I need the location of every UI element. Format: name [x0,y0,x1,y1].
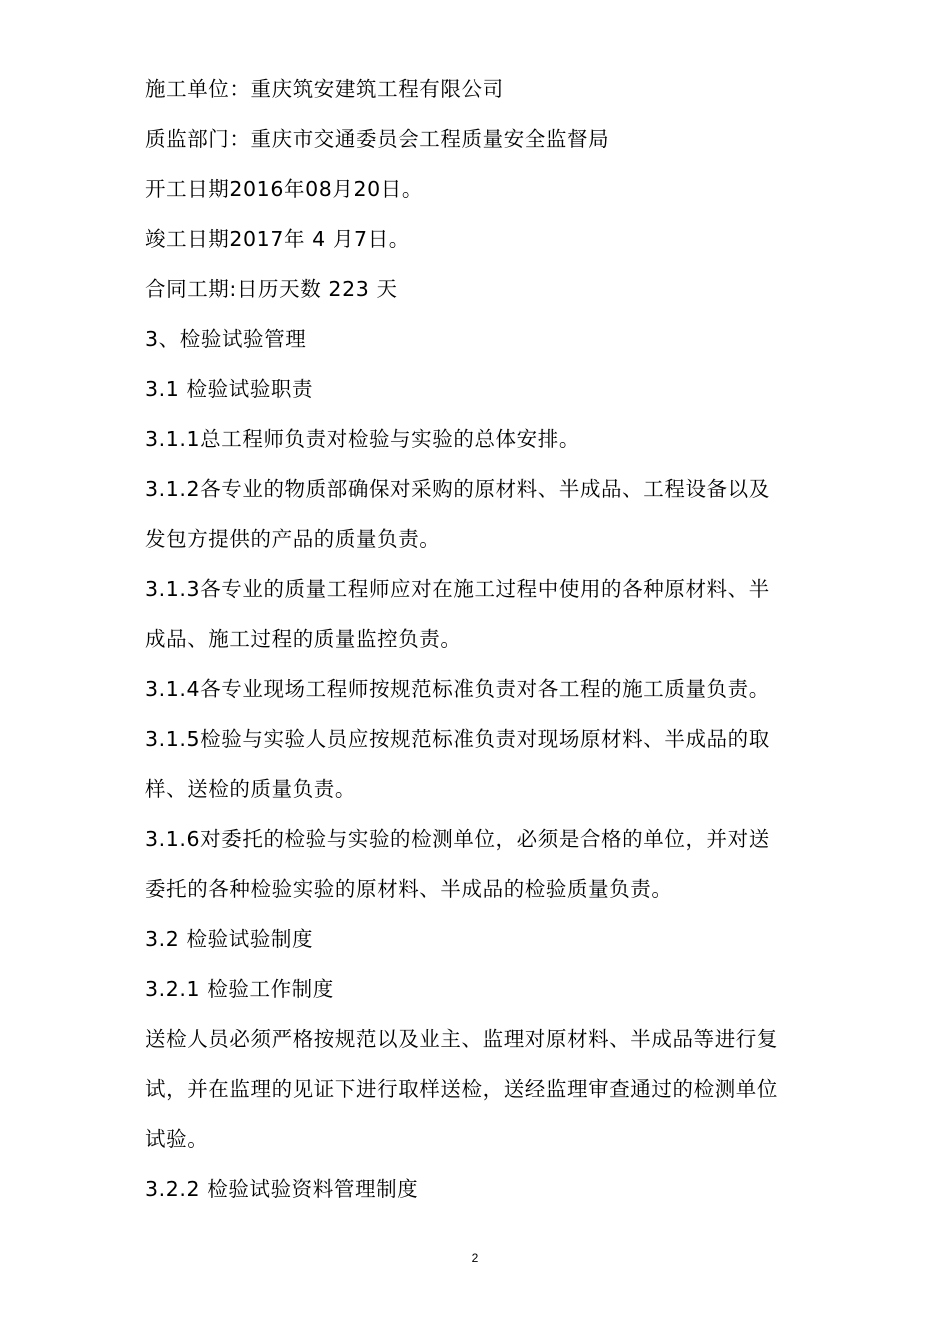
section-3-heading: 3、检验试验管理 [145,327,307,351]
paragraph-3-2-1-line-1: 送检人员必须严格按规范以及业主、监理对原材料、半成品等进行复 [145,1027,778,1051]
paragraph-3-2-1-line-2: 试，并在监理的见证下进行取样送检，送经监理审查通过的检测单位 [145,1077,778,1101]
clause-3-1-5-line-2: 样、送检的质量负责。 [145,777,356,801]
clause-3-1-3-line-2: 成品、施工过程的质量监控负责。 [145,627,462,651]
contract-period-line: 合同工期:日历天数 223 天 [145,277,398,301]
section-3-2-2-heading: 3.2.2 检验试验资料管理制度 [145,1177,419,1201]
clause-3-1-1: 3.1.1总工程师负责对检验与实验的总体安排。 [145,427,580,451]
start-date-line: 开工日期2016年08月20日。 [145,177,423,201]
paragraph-3-2-1-line-3: 试验。 [145,1127,209,1151]
clause-3-1-3-line-1: 3.1.3各专业的质量工程师应对在施工过程中使用的各种原材料、半 [145,577,770,601]
clause-3-1-6-line-1: 3.1.6对委托的检验与实验的检测单位，必须是合格的单位，并对送 [145,827,770,851]
quality-supervision-line: 质监部门：重庆市交通委员会工程质量安全监督局 [145,127,610,151]
clause-3-1-6-line-2: 委托的各种检验实验的原材料、半成品的检验质量负责。 [145,877,673,901]
clause-3-1-4: 3.1.4各专业现场工程师按规范标准负责对各工程的施工质量负责。 [145,677,770,701]
clause-3-1-2-line-1: 3.1.2各专业的物质部确保对采购的原材料、半成品、工程设备以及 [145,477,770,501]
page-number: 2 [471,1251,479,1265]
section-3-1-heading: 3.1 检验试验职责 [145,377,314,401]
completion-date-line: 竣工日期2017年 4 月7日。 [145,227,410,251]
construction-unit-line: 施工单位：重庆筑安建筑工程有限公司 [145,77,504,101]
clause-3-1-2-line-2: 发包方提供的产品的质量负责。 [145,527,441,551]
clause-3-1-5-line-1: 3.1.5检验与实验人员应按规范标准负责对现场原材料、半成品的取 [145,727,770,751]
section-3-2-heading: 3.2 检验试验制度 [145,927,314,951]
section-3-2-1-heading: 3.2.1 检验工作制度 [145,977,334,1001]
